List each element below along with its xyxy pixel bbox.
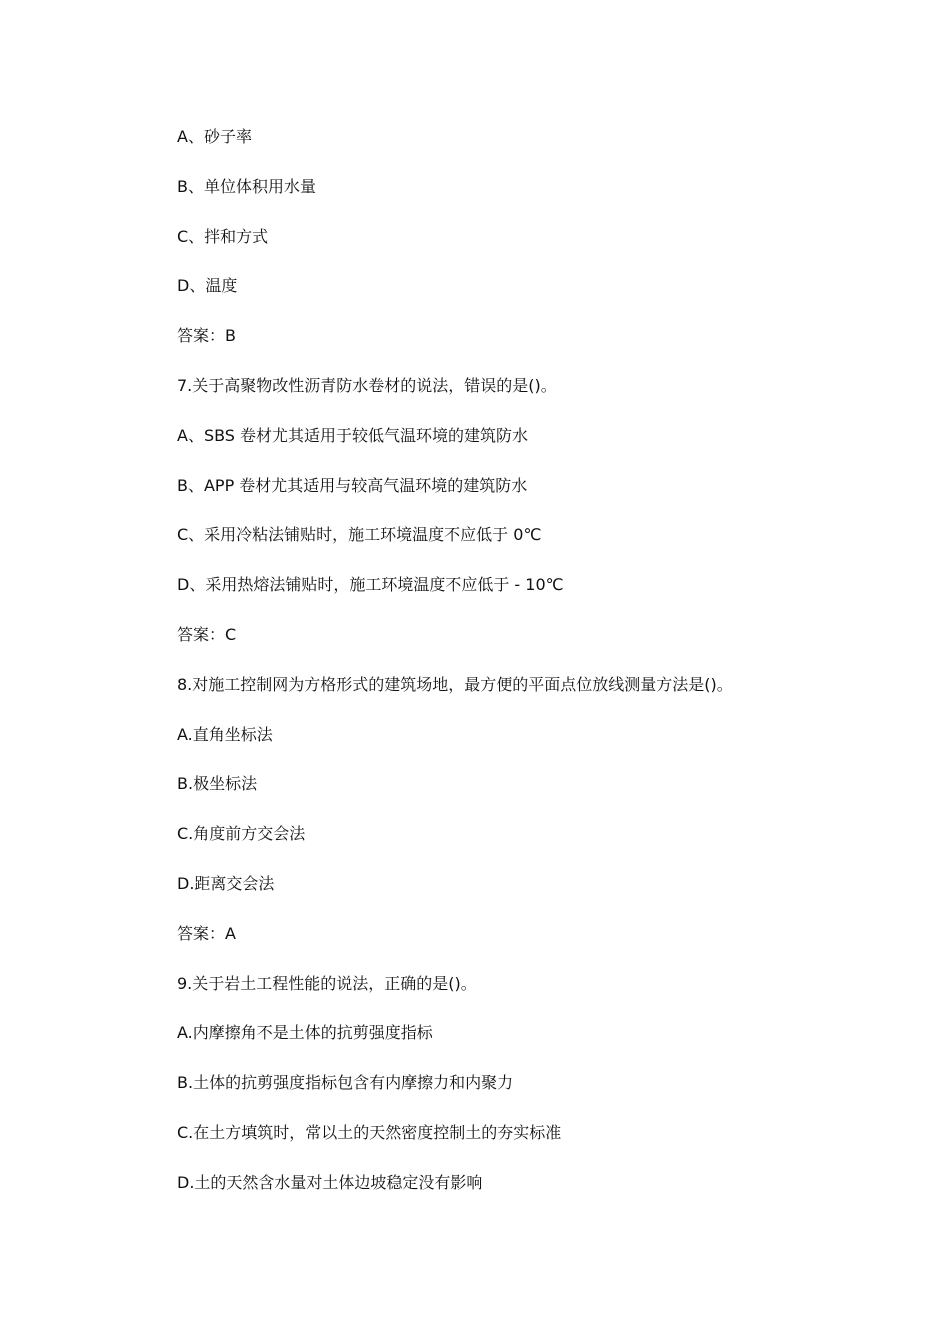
option-q9-a: A.内摩擦角不是土体的抗剪强度指标 bbox=[177, 1023, 433, 1043]
question-text-block bbox=[177, 126, 877, 1222]
option-q7-c: C、采用冷粘法铺贴时，施工环境温度不应低于 0℃ bbox=[177, 525, 542, 545]
question-7: 7.关于高聚物改性沥青防水卷材的说法，错误的是()。 bbox=[177, 375, 557, 395]
option-q9-b: B.土体的抗剪强度指标包含有内摩擦力和内聚力 bbox=[177, 1073, 514, 1093]
option-q8-c: C.角度前方交会法 bbox=[177, 824, 306, 844]
option-q9-c: C.在土方填筑时，常以土的天然密度控制土的夯实标准 bbox=[177, 1122, 562, 1142]
option-q6-d: D、温度 bbox=[177, 276, 238, 296]
answer-q6: 答案：B bbox=[177, 326, 236, 346]
option-q6-c: C、拌和方式 bbox=[177, 226, 269, 246]
option-q7-d: D、采用热熔法铺贴时，施工环境温度不应低于 - 10℃ bbox=[177, 575, 564, 595]
option-q8-a: A.直角坐标法 bbox=[177, 724, 273, 744]
answer-q8: 答案：A bbox=[177, 923, 236, 943]
option-q6-a: A、砂子率 bbox=[177, 127, 252, 146]
answer-q7: 答案：C bbox=[177, 624, 237, 644]
question-8: 8.对施工控制网为方格形式的建筑场地，最方便的平面点位放线测量方法是()。 bbox=[177, 674, 733, 694]
question-9: 9.关于岩土工程性能的说法，正确的是()。 bbox=[177, 973, 477, 993]
option-q8-d: D.距离交会法 bbox=[177, 873, 275, 893]
option-q9-d: D.土的天然含水量对土体边坡稳定没有影响 bbox=[177, 1172, 483, 1192]
option-q7-b: B、APP 卷材尤其适用与较高气温环境的建筑防水 bbox=[177, 475, 528, 495]
option-q6-b: B、单位体积用水量 bbox=[177, 176, 316, 196]
option-q7-a: A、SBS 卷材尤其适用于较低气温环境的建筑防水 bbox=[177, 425, 529, 445]
option-q8-b: B.极坐标法 bbox=[177, 774, 258, 794]
